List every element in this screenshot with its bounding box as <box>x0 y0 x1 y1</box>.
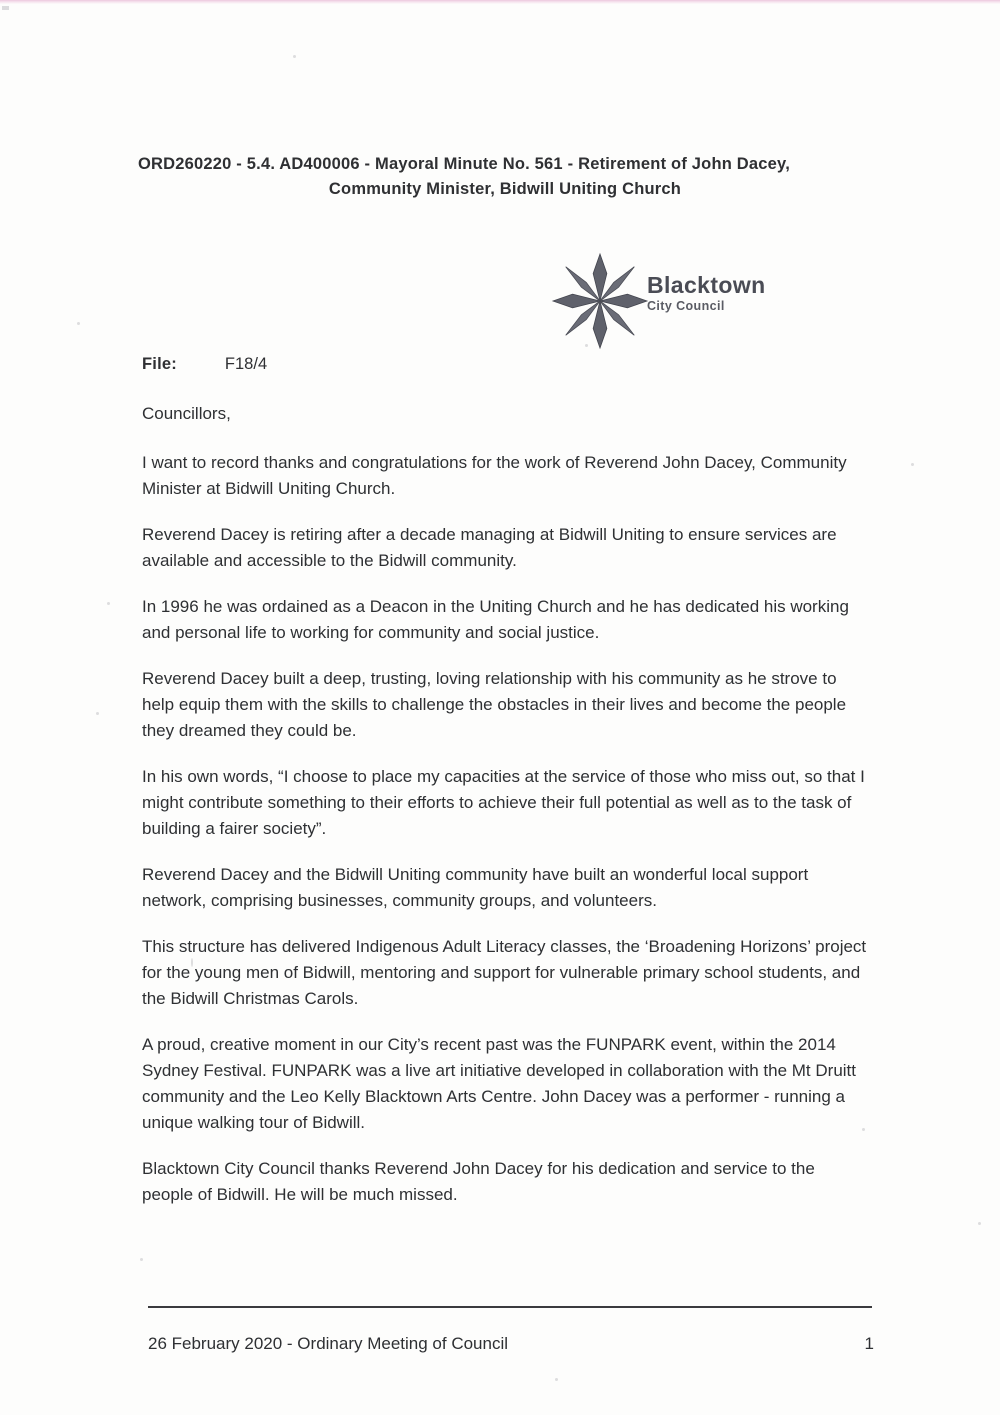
body-paragraph: Blacktown City Council thanks Reverend John Dacey for his dedication and service to the people of Bidwill. He will be much missed. <box>142 1159 815 1204</box>
file-value: F18/4 <box>224 355 268 373</box>
scan-dust <box>96 712 99 715</box>
logo-name: Blacktown <box>647 272 766 298</box>
scan-dust <box>911 463 914 466</box>
body-paragraph: This structure has delivered Indigenous Adult Literacy classes, the ‘Broadening Horizons’ project for the young men of Bidwill, mentoring and support for vulnerable primary school students, and the Bidwill Christmas Carols. <box>142 937 867 1008</box>
logo-wordmark <box>647 274 766 313</box>
scan-dust <box>191 958 193 967</box>
logo-subtitle: City Council <box>647 299 725 313</box>
body-paragraph: I want to record thanks and congratulations for the work of Reverend John Dacey, Community Minister at Bidwill Uniting Church. <box>142 453 847 498</box>
eight-point-star-icon <box>551 252 649 350</box>
blacktown-city-council-logo <box>551 252 781 352</box>
scan-dust <box>585 344 588 347</box>
scan-dust <box>293 55 296 58</box>
document-header-line-2: Community Minister, Bidwill Uniting Church <box>328 180 682 198</box>
body-paragraph: A proud, creative moment in our City’s recent past was the FUNPARK event, within the 2014 Sydney Festival. FUNPARK was a live art initiative developed in collaboration with the Mt Druitt community and the Leo Kelly Blacktown Arts Centre. John Dacey was a performer - running a unique walking tour of Bidwill. <box>142 1035 856 1132</box>
scan-dust <box>107 602 110 605</box>
footer-divider <box>148 1306 872 1308</box>
scan-dust <box>862 1128 865 1131</box>
body-paragraph: In his own words, “I choose to place my capacities at the service of those who miss out, so that I might contribute something to their efforts to achieve their full potential as well as to the task of building a fairer society”. <box>142 767 865 838</box>
scan-dust <box>978 1222 981 1225</box>
document-header-line-1: ORD260220 - 5.4. AD400006 - Mayoral Minute No. 561 - Retirement of John Dacey, <box>138 155 790 173</box>
scan-dust <box>555 1378 558 1381</box>
file-label: File: <box>142 355 177 373</box>
body-paragraph: Reverend Dacey and the Bidwill Uniting community have built an wonderful local support network, comprising businesses, community groups, and volunteers. <box>142 865 809 910</box>
scan-dust <box>140 1258 143 1261</box>
body-paragraph: In 1996 he was ordained as a Deacon in the Uniting Church and he has dedicated his working and personal life to working for community and social justice. <box>142 597 849 642</box>
file-reference-row <box>142 355 267 374</box>
document-body <box>142 450 867 1208</box>
salutation: Councillors, <box>142 404 231 423</box>
page-footer <box>148 1334 874 1354</box>
body-paragraph: Reverend Dacey is retiring after a decade managing at Bidwill Uniting to ensure services are available and accessible to the Bidwill community. <box>142 525 837 570</box>
body-paragraph: Reverend Dacey built a deep, trusting, loving relationship with his community as he strove to help equip them with the skills to challenge the obstacles in their lives and become the people they dreamed they could be. <box>142 669 847 740</box>
scan-dust <box>77 322 80 325</box>
footer-page-number: 1 <box>864 1334 874 1353</box>
footer-meeting-label: 26 February 2020 - Ordinary Meeting of Council <box>148 1334 509 1353</box>
document-header <box>140 152 870 202</box>
